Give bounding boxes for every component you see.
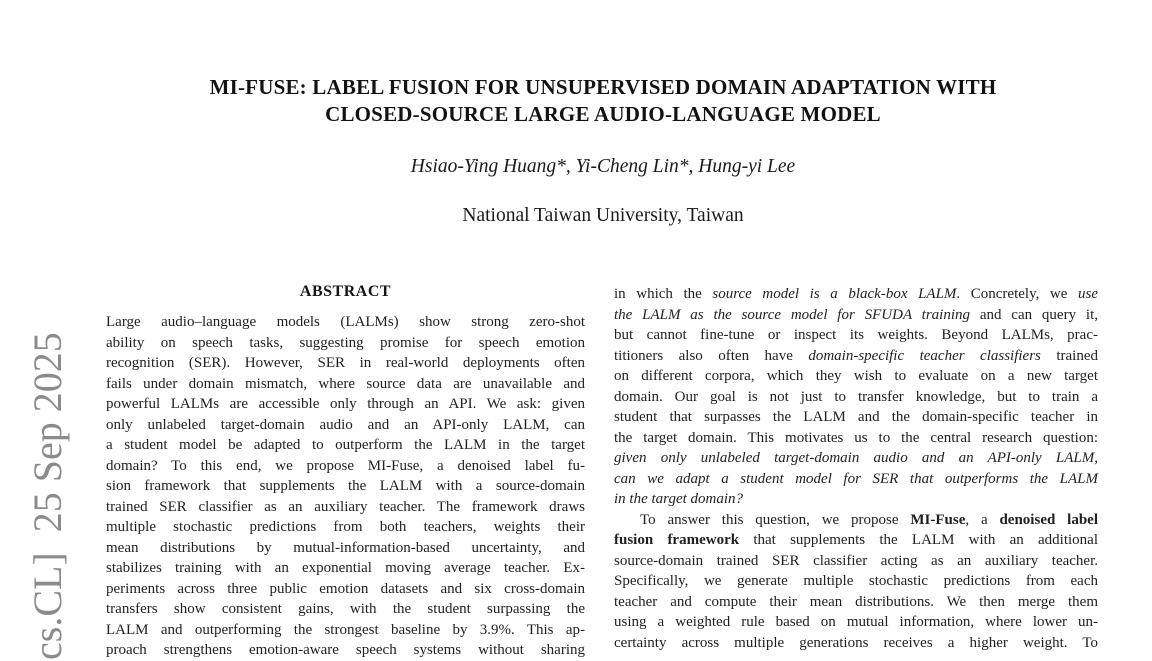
abstract-body-column — [106, 312, 585, 661]
text-line: LALM and outperforming the strongest baseline by 3.9%. This ap- — [106, 621, 585, 638]
text-line: can we adapt a student model for SER that outperforms the LALM — [614, 470, 1098, 487]
text-line: domain. Our goal is not just to transfer knowledge, but to train a — [614, 388, 1098, 405]
paper-title-line2: CLOSED-SOURCE LARGE AUDIO-LANGUAGE MODEL — [325, 101, 881, 126]
arxiv-watermark: cs.CL] 25 Sep 2025 — [25, 332, 70, 660]
text-line: teacher and compute their mean distributions. We then merge them — [614, 593, 1098, 610]
abstract-heading: ABSTRACT — [299, 283, 392, 300]
text-line: but cannot fine-tune or inspect its weights. Beyond LALMs, prac- — [614, 327, 1098, 343]
text-line: stabilizes training with an exponential moving average teacher. Ex- — [106, 560, 585, 576]
paper-authors: Hsiao-Ying Huang*, Yi-Cheng Lin*, Hung-yi Lee — [410, 156, 796, 177]
paper-affiliation: National Taiwan University, Taiwan — [462, 205, 744, 226]
text-line: powerful LALMs are accessible only through an API. We ask: given — [106, 396, 585, 412]
text-line: certainty across multiple generations receives a higher weight. To — [614, 634, 1098, 651]
text-line: multiple stochastic predictions from both teachers, weights their — [106, 519, 585, 535]
text-line: periments across three public emotion datasets and six cross-domain — [106, 580, 585, 597]
text-line: only unlabeled target-domain audio and an API-only LALM, can — [106, 416, 585, 433]
text-line: the target domain. This motivates us to the central research question: — [614, 429, 1098, 446]
text-line: given only unlabeled target-domain audio and an API-only LALM, — [614, 450, 1098, 466]
text-line: Large audio–language models (LALMs) show strong zero-shot — [106, 314, 585, 330]
introduction-column — [614, 284, 1098, 653]
text-line: fails under domain mismatch, where source data are unavailable and — [106, 375, 585, 392]
text-line: mean distributions by mutual-information-based uncertainty, and — [106, 539, 585, 556]
text-line: proach strengthens emotion-aware speech systems without sharing — [106, 642, 585, 658]
text-line: the LALM as the source model for SFUDA training and can query it, — [614, 306, 1098, 323]
text-line: sion framework that supplements the LALM with a source-domain — [106, 478, 585, 494]
text-line: domain? To this end, we propose MI-Fuse, a denoised label fu- — [106, 457, 585, 474]
text-line: student that surpasses the LALM and the domain-specific teacher in — [614, 409, 1098, 425]
text-line: a student model be adapted to outperform the LALM in the target — [106, 437, 585, 453]
text-line: source-domain trained SER classifier acting as an auxiliary teacher. — [614, 552, 1098, 569]
text-line: recognition (SER). However, SER in real-world deployments often — [106, 355, 585, 371]
text-line: using a weighted rule based on mutual information, where lower un- — [614, 614, 1098, 630]
text-line: in which the source model is a black-box LALM. Concretely, we use — [614, 286, 1099, 302]
paper-title-line1: MI-FUSE: LABEL FUSION FOR UNSUPERVISED DOMAIN ADAPTATION WITH — [209, 75, 997, 99]
text-line: on different corpora, which they wish to evaluate on a new target — [614, 368, 1098, 384]
text-line: trained SER classifier as an auxiliary teacher. The framework draws — [106, 498, 585, 515]
text-line: titioners also often have domain-specific teacher classifiers trained — [614, 347, 1099, 364]
paper-title — [106, 74, 1100, 127]
text-line: transfers show consistent gains, with the student surpassing the — [106, 601, 585, 617]
text-line: fusion framework that supplements the LALM with an additional — [614, 532, 1099, 548]
text-line: ability on speech tasks, suggesting promise for speech emotion — [106, 334, 585, 351]
text-line: in the target domain? — [614, 491, 744, 507]
text-line: Specifically, we generate multiple stochastic predictions from each — [614, 573, 1098, 589]
text-line: To answer this question, we propose MI-Fuse, a denoised label — [640, 511, 1098, 528]
